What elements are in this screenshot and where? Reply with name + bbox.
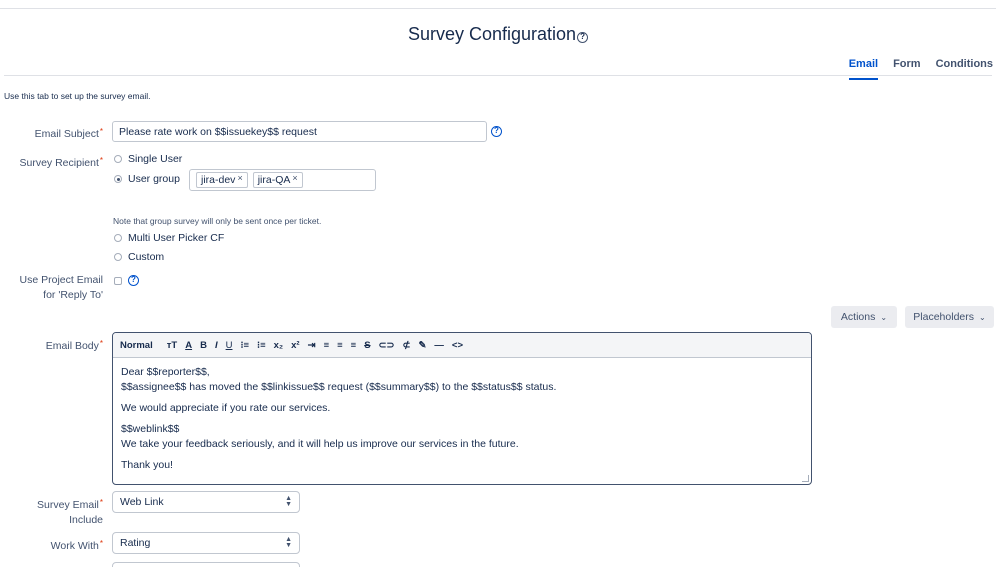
email-body-label xyxy=(0,336,103,354)
question-circle-icon[interactable]: ? xyxy=(128,275,139,286)
project-email-label xyxy=(0,273,103,303)
actions-button-label: Actions xyxy=(840,311,876,323)
strikethrough-icon[interactable]: S xyxy=(364,339,371,351)
required-mark: * xyxy=(99,498,103,507)
work-with-select[interactable] xyxy=(112,532,300,554)
underline-icon[interactable]: U xyxy=(225,339,233,351)
group-chip-jira-qa xyxy=(253,172,303,188)
radio-single-user[interactable] xyxy=(114,153,182,165)
radio-custom[interactable] xyxy=(114,251,164,263)
radio-circle-icon[interactable] xyxy=(114,175,122,183)
chevron-down-icon: ⌄ xyxy=(979,312,986,322)
indent-icon[interactable]: ⇥ xyxy=(307,339,316,351)
resize-handle-icon[interactable] xyxy=(802,475,809,482)
close-icon[interactable]: × xyxy=(237,173,243,183)
email-subject-label xyxy=(0,124,103,142)
bold-icon[interactable]: B xyxy=(200,339,207,351)
text-size-icon[interactable]: тT xyxy=(166,339,178,351)
page-title xyxy=(0,24,996,45)
horizontal-rule-icon[interactable]: — xyxy=(434,339,444,351)
project-email-label-line2: for 'Reply To' xyxy=(43,289,103,301)
email-subject-label-text: Email Subject xyxy=(34,128,99,140)
survey-email-include-line1: Survey Email xyxy=(37,499,99,511)
radio-circle-icon[interactable] xyxy=(114,155,122,163)
body-line: $$weblink$$ xyxy=(121,423,180,435)
radio-label: User group xyxy=(128,173,180,185)
group-chip-jira-dev xyxy=(196,172,248,188)
ordered-list-icon[interactable]: ⁝≡ xyxy=(240,339,250,351)
survey-recipient-label xyxy=(0,153,103,171)
italic-icon[interactable]: I xyxy=(214,339,218,351)
select-value: Web Link xyxy=(120,496,164,508)
bullet-list-icon[interactable]: ⁝≡ xyxy=(257,339,266,351)
required-mark: * xyxy=(99,127,103,136)
body-line: Thank you! xyxy=(121,459,173,471)
page-title-text: Survey Configuration xyxy=(407,24,577,44)
tab-email[interactable]: Email xyxy=(849,58,878,76)
required-mark: * xyxy=(99,539,103,548)
required-mark: * xyxy=(99,156,103,165)
subscript-icon[interactable]: x₂ xyxy=(273,339,284,351)
actions-button[interactable] xyxy=(831,306,897,328)
question-circle-icon[interactable]: ? xyxy=(577,32,588,43)
superscript-icon[interactable]: x² xyxy=(291,339,300,351)
intro-text: Use this tab to set up the survey email. xyxy=(4,91,151,101)
select-arrows-icon: ▲ ▼ xyxy=(285,495,292,508)
placeholders-button[interactable] xyxy=(905,306,994,328)
link-icon[interactable]: ⊂⊃ xyxy=(378,339,395,351)
align-center-icon[interactable]: ≡ xyxy=(337,339,343,351)
tab-bar xyxy=(849,58,993,76)
source-code-icon[interactable]: <> xyxy=(451,339,464,351)
user-group-picker[interactable] xyxy=(189,169,376,191)
survey-email-include-line2: Include xyxy=(69,514,103,526)
align-right-icon[interactable]: ≡ xyxy=(350,339,357,351)
group-chip-label: jira-QA xyxy=(257,174,291,186)
email-body-editor[interactable] xyxy=(112,332,812,485)
select-value: Rating xyxy=(120,537,151,549)
group-survey-note: Note that group survey will only be sent once per ticket. xyxy=(113,216,322,226)
chevron-down-icon: ⌄ xyxy=(880,312,888,322)
email-subject-value: Please rate work on $$issuekey$$ request xyxy=(119,125,317,138)
align-left-icon[interactable]: ≡ xyxy=(323,339,330,351)
email-body-label-text: Email Body xyxy=(45,340,99,352)
project-email-checkbox[interactable] xyxy=(114,277,122,285)
tab-form[interactable]: Form xyxy=(893,58,921,70)
editor-toolbar xyxy=(113,333,811,358)
survey-email-include-select[interactable] xyxy=(112,491,300,513)
radio-label: Multi User Picker CF xyxy=(128,232,225,244)
body-line: $$assignee$$ has moved the $$linkissue$$ request ($$summary$$) to the $$status$$ status. xyxy=(121,381,557,393)
close-icon[interactable]: × xyxy=(292,173,298,183)
placeholders-button-label: Placeholders xyxy=(913,311,974,323)
select-arrows-icon: ▲ ▼ xyxy=(285,536,292,549)
group-chip-label: jira-dev xyxy=(201,174,236,186)
email-subject-input[interactable] xyxy=(112,121,487,142)
question-circle-icon[interactable]: ? xyxy=(491,126,502,137)
next-field-select[interactable] xyxy=(112,562,300,567)
text-style-dropdown[interactable]: Normal xyxy=(120,339,153,351)
work-with-label xyxy=(0,536,103,554)
body-line: We take your feedback seriously, and it will help us improve our services in the future. xyxy=(121,438,519,450)
unlink-icon[interactable]: ⊄ xyxy=(402,339,411,351)
tab-conditions[interactable]: Conditions xyxy=(935,58,993,70)
survey-recipient-label-text: Survey Recipient xyxy=(19,157,99,169)
clear-format-icon[interactable]: ✎ xyxy=(418,339,427,351)
editor-content[interactable] xyxy=(113,358,811,480)
body-line: Dear $$reporter$$, xyxy=(121,366,210,378)
top-divider xyxy=(0,8,996,9)
work-with-label-text: Work With xyxy=(50,540,99,552)
radio-label: Custom xyxy=(128,251,165,263)
project-email-label-line1: Use Project Email xyxy=(19,274,103,286)
radio-user-group[interactable] xyxy=(114,173,180,185)
tab-divider xyxy=(4,75,992,76)
required-mark: * xyxy=(99,339,103,348)
text-color-icon[interactable]: A xyxy=(185,339,193,351)
survey-email-include-label xyxy=(0,495,103,528)
radio-multi-user-picker[interactable] xyxy=(114,232,224,244)
radio-circle-icon[interactable] xyxy=(114,234,122,242)
radio-label: Single User xyxy=(128,153,183,165)
body-line: We would appreciate if you rate our services. xyxy=(121,402,331,414)
radio-circle-icon[interactable] xyxy=(114,253,122,261)
